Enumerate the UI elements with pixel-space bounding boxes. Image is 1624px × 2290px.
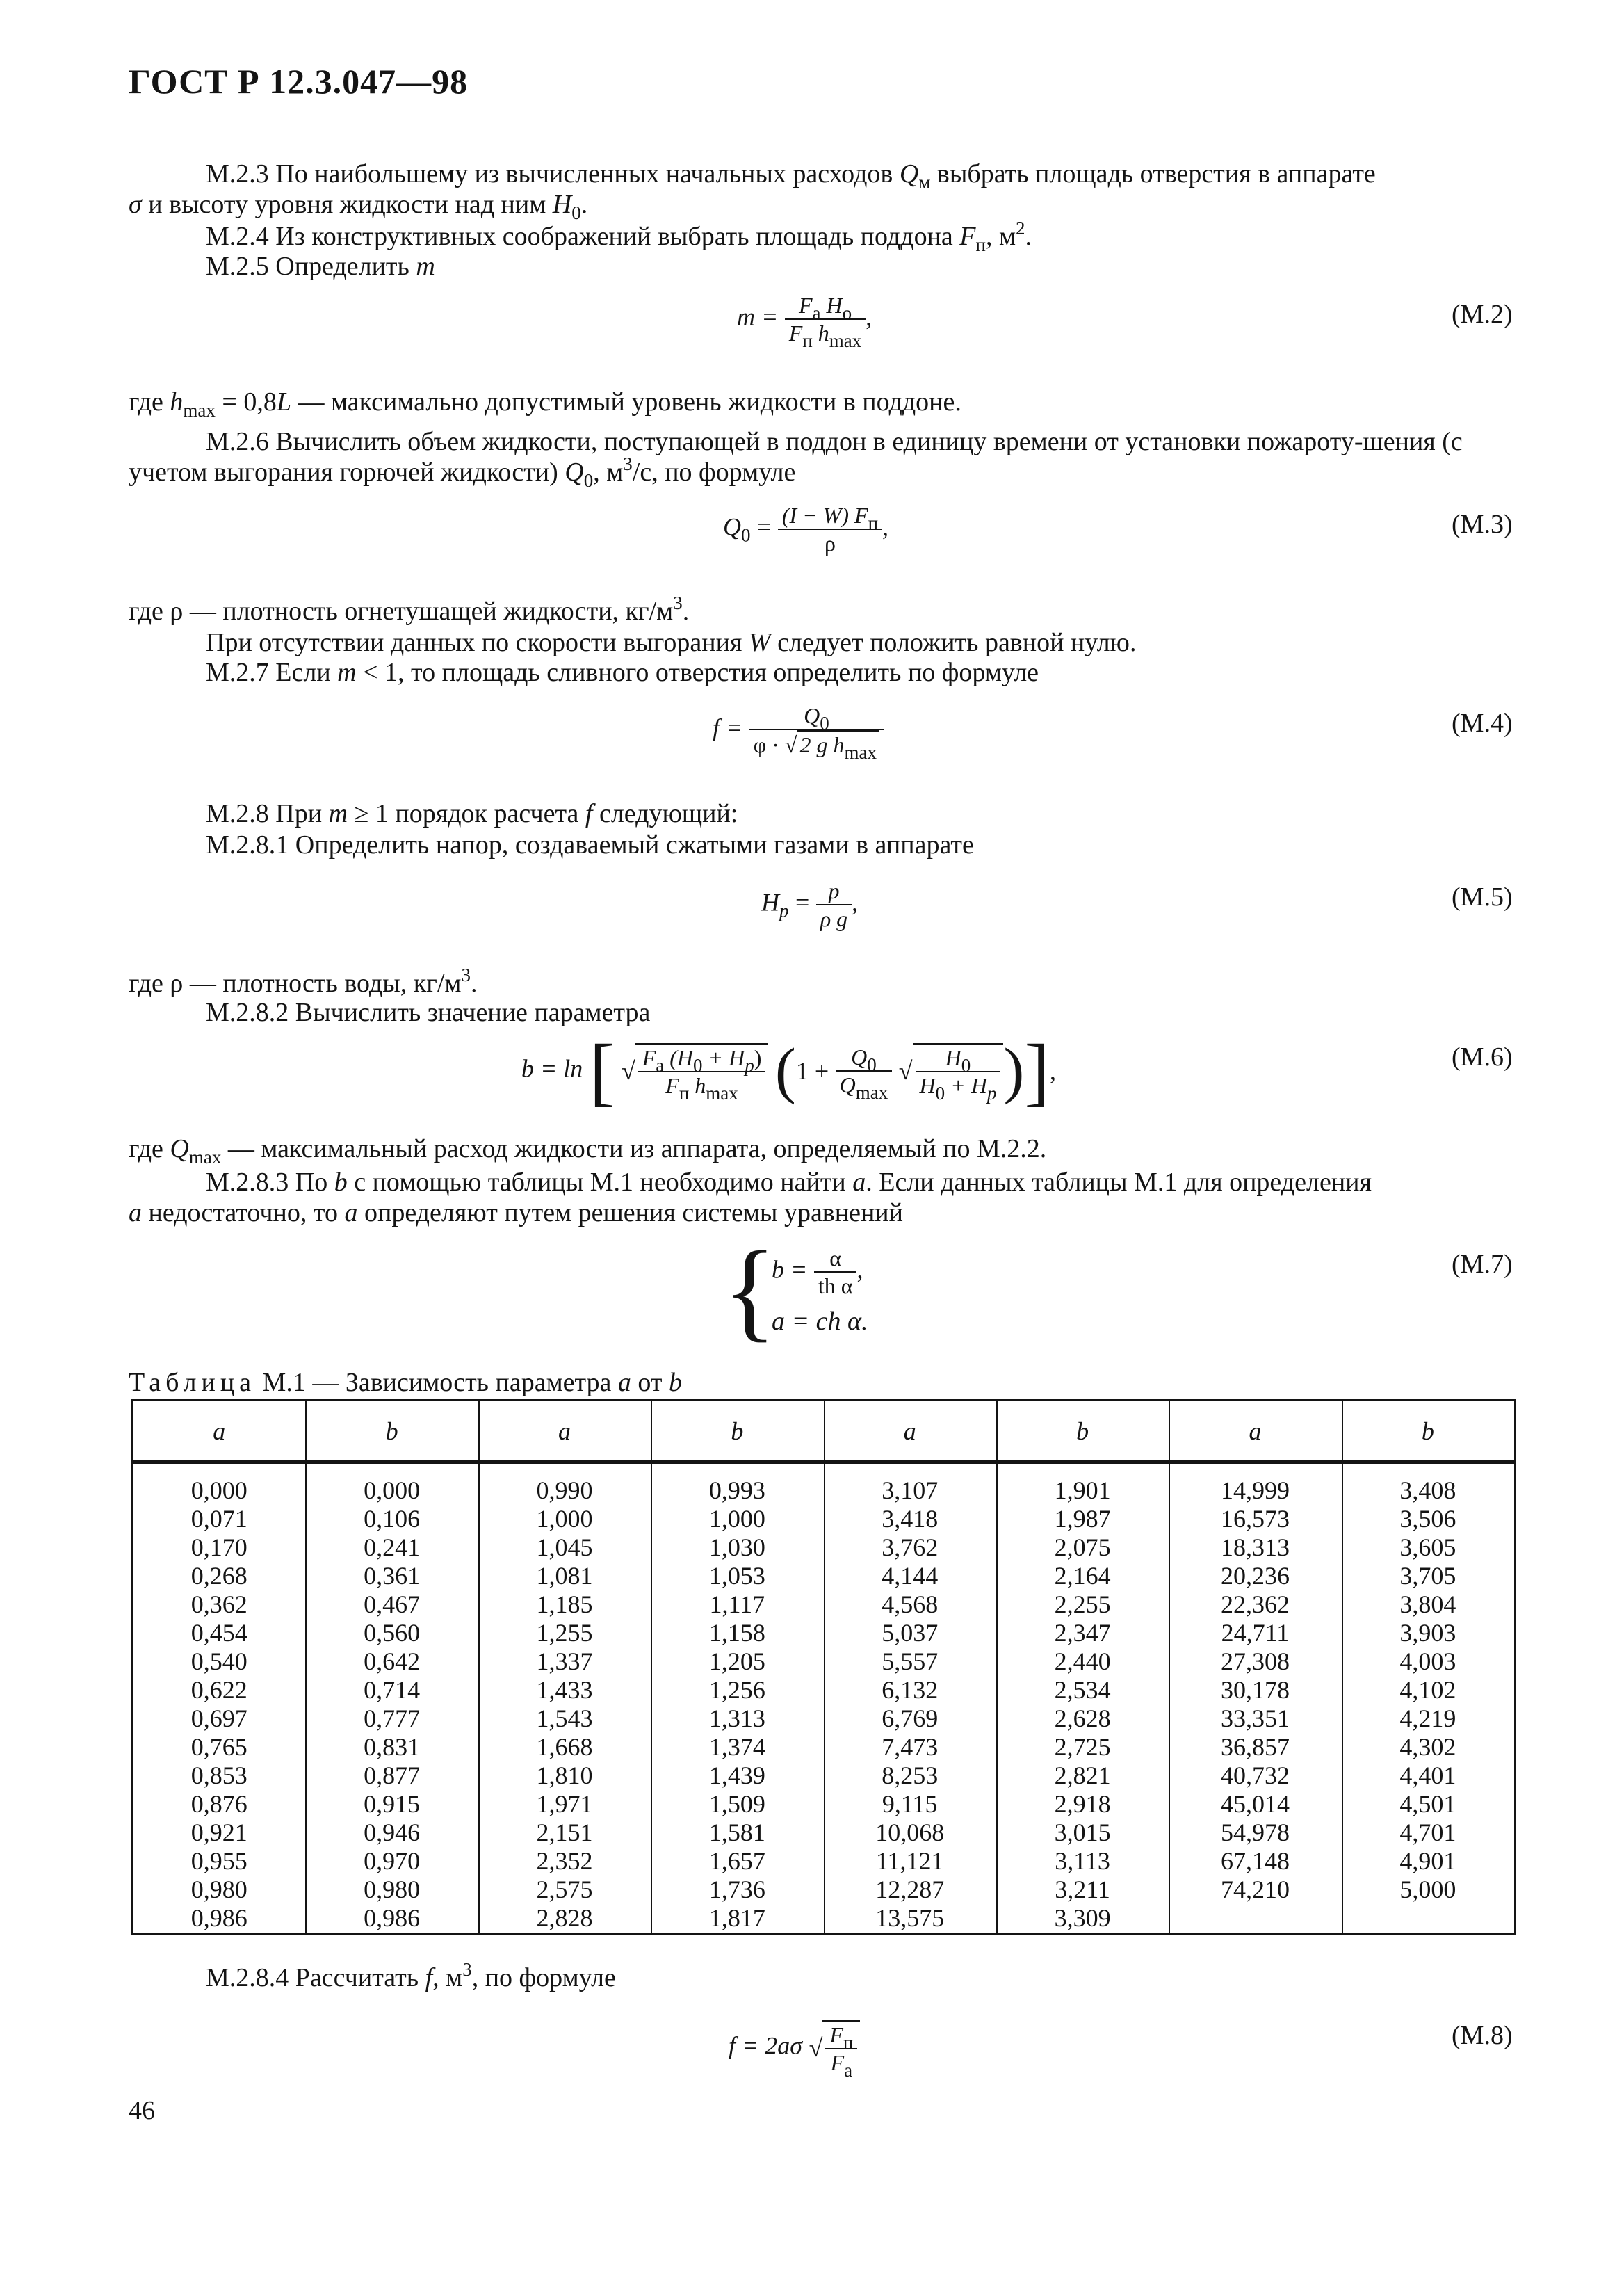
table-column [651,1476,823,1933]
table-cell: 24,711 [1221,1619,1290,1647]
table-header-cell: b [385,1417,398,1445]
table-cell: 0,071 [190,1505,247,1533]
table-cell: 1,313 [708,1704,765,1732]
table-divider [1169,1401,1170,1933]
equation-number-m3: (М.3) [1452,510,1513,539]
table-cell: 0,915 [364,1790,421,1818]
table-cell: 2,347 [1054,1619,1111,1647]
table-cell: 1,045 [536,1533,593,1561]
table-cell: 1,185 [536,1590,593,1618]
table-cell: 1,581 [708,1819,765,1846]
paragraph-m2-8-2: М.2.8.2 Вычислить значение параметра [206,998,651,1027]
table-cell: 1,987 [1054,1505,1111,1533]
table-cell: 0,980 [190,1876,247,1903]
paragraph-m2-4: М.2.4 Из конструктивных соображений выбрать площадь поддона $F_п$, $м^2$. [206,218,1032,255]
table-cell: 7,473 [882,1733,939,1761]
table-cell: 4,102 [1399,1676,1456,1704]
table-cell: 14,999 [1220,1476,1290,1504]
paragraph-qmax: где $Q_{max}$ — максимальный расход жидкости из аппарата, определяемый по М.2.2. [129,1134,1047,1168]
table-cell: 4,302 [1399,1733,1456,1761]
table-cell: 3,605 [1399,1533,1456,1561]
table-cell: 67,148 [1220,1847,1290,1875]
equation-m4: f = $\frac{Q_0}{\varphi \cdot √ 2 g h_{max}}$ [713,702,884,758]
table-divider [824,1401,825,1933]
equation-number-m5: (М.5) [1452,882,1513,912]
table-cell: 1,810 [536,1761,593,1789]
table-cell: 3,506 [1399,1505,1456,1533]
table-cell: 0,970 [364,1847,421,1875]
table-cell [1169,1904,1341,1933]
table-cell: 20,236 [1220,1562,1290,1590]
table-cell: 1,736 [708,1876,765,1903]
table-cell: 3,309 [1054,1904,1111,1932]
table-cell: 0,986 [364,1904,421,1932]
paragraph-hmax: где $h_{max} = 0,8L$ — максимально допустимый уровень жидкости в поддоне. [129,387,961,421]
table-cell: 0,980 [364,1876,421,1903]
table-cell: 8,253 [882,1761,939,1789]
table-cell: 1,543 [536,1704,593,1732]
table-cell: 0,765 [190,1733,247,1761]
table-cell: 1,030 [708,1533,765,1561]
table-cell: 0,986 [190,1904,247,1932]
table-divider [305,1401,307,1933]
table-cell: 3,705 [1399,1562,1456,1590]
table-cell: 4,003 [1399,1647,1456,1675]
table-cell: 2,828 [536,1904,593,1932]
paragraph-m2-5: М.2.5 Определить m [206,252,435,281]
table-cell: 4,568 [882,1590,939,1618]
table-cell: 1,053 [708,1562,765,1590]
table-cell: 2,151 [536,1819,593,1846]
table-cell: 4,401 [1399,1761,1456,1789]
equation-m7-brace: { [723,1228,777,1352]
table-cell: 2,352 [536,1847,593,1875]
table-cell: 30,178 [1220,1676,1290,1704]
table-divider [478,1401,480,1933]
paragraph-no-data: При отсутствии данных по скорости выгорания W следует положить равной нулю. [206,628,1137,657]
equation-m7-line1: b = $\frac{\alpha}{\text{th α}}$ , [772,1245,863,1298]
table-cell: 1,081 [536,1562,593,1590]
table-cell: 0,853 [190,1761,247,1789]
table-cell: 0,921 [190,1819,247,1846]
table-cell: 3,418 [882,1505,939,1533]
table-cell: 0,362 [190,1590,247,1618]
table-header-cell: a [558,1417,571,1445]
paragraph-m2-6: М.2.6 Вычислить объем жидкости, поступающей в поддон в единицу времени от установки пожароту-шения (с учетом выгорания горючей жидкости) $Q_0$, $м^3/с$, по формуле [129,427,1463,491]
paragraph-m2-3: М.2.3 По наибольшему из вычисленных начальных расходов $Q_м$ выбрать площадь отверстия в аппарате σ и высоту уровня жидкости над ним $H_0$. [129,159,1376,223]
table-cell: 45,014 [1220,1790,1290,1818]
table-cell: 0,877 [364,1761,421,1789]
table-cell: 1,000 [708,1505,765,1533]
table-cell: 1,668 [536,1733,593,1761]
table-cell: 3,107 [882,1476,939,1504]
table-cell: 0,714 [364,1676,421,1704]
table-cell: 0,777 [364,1704,421,1732]
table-cell: 0,993 [708,1476,765,1504]
table-divider [651,1401,652,1933]
table-divider [996,1401,998,1933]
table-cell: 0,241 [364,1533,421,1561]
equation-m2: m = $\frac{F_а H_о}{F_п h_{max}}$ , [737,293,872,351]
table-cell: 18,313 [1220,1533,1290,1561]
table-cell: 33,351 [1220,1704,1290,1732]
table-cell: 0,000 [364,1476,421,1504]
table-cell: 13,575 [875,1904,945,1932]
table-cell: 0,170 [190,1533,247,1561]
table-cell: 4,701 [1399,1819,1456,1846]
equation-m7-line2: a = ch α. [772,1307,868,1336]
table-cell: 0,990 [536,1476,593,1504]
table-cell: 16,573 [1220,1505,1290,1533]
equation-m3: $Q_0$ = $\frac{(I - W) F_п}{\rho}$ , [723,503,889,556]
table-cell: 1,158 [708,1619,765,1647]
table-cell: 0,642 [364,1647,421,1675]
table-cell: 2,628 [1054,1704,1111,1732]
table-cell: 5,557 [882,1647,939,1675]
paragraph-m2-8: М.2.8 При m ≥ 1 порядок расчета f следующий: [206,799,738,828]
table-cell: 3,113 [1055,1847,1110,1875]
table-cell: 2,075 [1054,1533,1111,1561]
table-cell: 0,697 [190,1704,247,1732]
table-header-cell: b [731,1417,744,1445]
table-cell: 5,000 [1399,1876,1456,1903]
table-column [305,1476,478,1933]
table-m1 [131,1399,1516,1935]
table-cell: 3,408 [1399,1476,1456,1504]
table-cell: 1,901 [1054,1476,1111,1504]
paragraph-m2-8-1: М.2.8.1 Определить напор, создаваемый сжатыми газами в аппарате [206,830,974,860]
table-cell: 0,361 [364,1562,421,1590]
table-cell: 2,725 [1054,1733,1111,1761]
table-cell: 36,857 [1220,1733,1290,1761]
paragraph-rho-2: где ρ — плотность воды, $кг/м^3$. [129,965,478,998]
equation-m5: $H_p$ = $\frac{p}{\text{ρ g}}$ , [761,878,859,931]
table-cell: 9,115 [882,1790,938,1818]
table-cell: 74,210 [1220,1876,1290,1903]
table-cell: 6,769 [882,1704,939,1732]
table-cell: 1,337 [536,1647,593,1675]
table-cell: 27,308 [1220,1647,1290,1675]
table-cell: 1,117 [709,1590,765,1618]
table-cell: 1,205 [708,1647,765,1675]
paragraph-rho-1: где ρ — плотность огнетушащей жидкости, $кг/м^3$. [129,592,690,626]
table-cell: 1,509 [708,1790,765,1818]
document-header: ГОСТ Р 12.3.047—98 [129,62,469,101]
table-cell: 4,144 [882,1562,939,1590]
table-cell: 11,121 [875,1847,944,1875]
table-cell: 4,219 [1399,1704,1456,1732]
table-cell: 2,255 [1054,1590,1111,1618]
table-cell: 0,454 [190,1619,247,1647]
table-cell: 0,955 [190,1847,247,1875]
table-cell: 4,901 [1399,1847,1456,1875]
equation-number-m4: (М.4) [1452,709,1513,738]
paragraph-m2-8-4: М.2.8.4 Рассчитать f, $м^3$, по формуле [206,1959,616,1992]
table-cell: 0,268 [190,1562,247,1590]
table-header-cell: a [903,1417,916,1445]
table-cell: 0,622 [190,1676,247,1704]
table-cell: 1,433 [536,1676,593,1704]
table-cell: 0,876 [190,1790,247,1818]
table-column [133,1476,305,1933]
equation-number-m8: (М.8) [1452,2021,1513,2050]
table-cell: 12,287 [875,1876,945,1903]
table-column [1169,1476,1341,1933]
table-cell: 0,467 [364,1590,421,1618]
table-header-cell: a [213,1417,226,1445]
page-number: 46 [129,2096,155,2125]
table-cell: 1,255 [536,1619,593,1647]
table-cell [1342,1904,1514,1933]
table-cell: 2,534 [1054,1676,1111,1704]
table-cell: 6,132 [882,1676,939,1704]
equation-number-m7: (М.7) [1452,1250,1513,1279]
table-cell: 0,831 [364,1733,421,1761]
table-cell: 2,821 [1054,1761,1111,1789]
table-cell: 1,439 [708,1761,765,1789]
table-cell: 3,211 [1055,1876,1110,1903]
table-cell: 2,918 [1054,1790,1111,1818]
table-cell: 3,804 [1399,1590,1456,1618]
table-cell: 22,362 [1220,1590,1290,1618]
equation-m6: b = ln [ √ $\frac{F_а (H_0 + H_p)}{F_п h_{max}}$ (1 + $\frac{Q_0}{Q_{max}}$ √ $\frac{H_0}{H_0 + H_p}$ )], [521,1029,1056,1113]
paragraph-m2-7: М.2.7 Если m < 1, то площадь сливного отверстия определить по формуле [206,658,1039,687]
table-cell: 5,037 [882,1619,939,1647]
table-cell: 2,575 [536,1876,593,1903]
table-cell: 54,978 [1220,1819,1290,1846]
equation-m8: f = 2aσ √ $\frac{F_п}{F_а}$ [729,2020,860,2076]
table-header-cell: a [1249,1417,1262,1445]
table-column [824,1476,996,1933]
table-divider [1342,1401,1343,1933]
table-cell: 3,762 [882,1533,939,1561]
table-column [1342,1476,1514,1933]
table-header-cell: b [1421,1417,1434,1445]
table-cell: 40,732 [1220,1761,1290,1789]
table-cell: 0,560 [364,1619,421,1647]
table-cell: 0,946 [364,1819,421,1846]
table-cell: 3,015 [1054,1819,1111,1846]
table-cell: 1,256 [708,1676,765,1704]
table-cell: 1,000 [536,1505,593,1533]
table-cell: 2,440 [1054,1647,1111,1675]
table-cell: 2,164 [1054,1562,1111,1590]
table-cell: 0,540 [190,1647,247,1675]
table-column [478,1476,651,1933]
table-cell: 10,068 [875,1819,945,1846]
table-cell: 0,000 [190,1476,247,1504]
table-cell: 0,106 [364,1505,421,1533]
equation-number-m2: (М.2) [1452,300,1513,329]
table-cell: 3,903 [1399,1619,1456,1647]
table-cell: 4,501 [1399,1790,1456,1818]
table-column [996,1476,1169,1933]
paragraph-m2-8-3: М.2.8.3 По b с помощью таблицы М.1 необходимо найти a. Если данных таблицы М.1 для определения a недостаточно, то a определяют путем решения системы уравнений [129,1168,1372,1227]
table-cell: 1,657 [708,1847,765,1875]
equation-number-m6: (М.6) [1452,1042,1513,1072]
table-cell: 1,817 [708,1904,765,1932]
table-header-cell: b [1076,1417,1089,1445]
table-cell: 1,971 [536,1790,593,1818]
table-cell: 1,374 [708,1733,765,1761]
table-title: Таблица М.1 — Зависимость параметра a от b [129,1368,683,1397]
